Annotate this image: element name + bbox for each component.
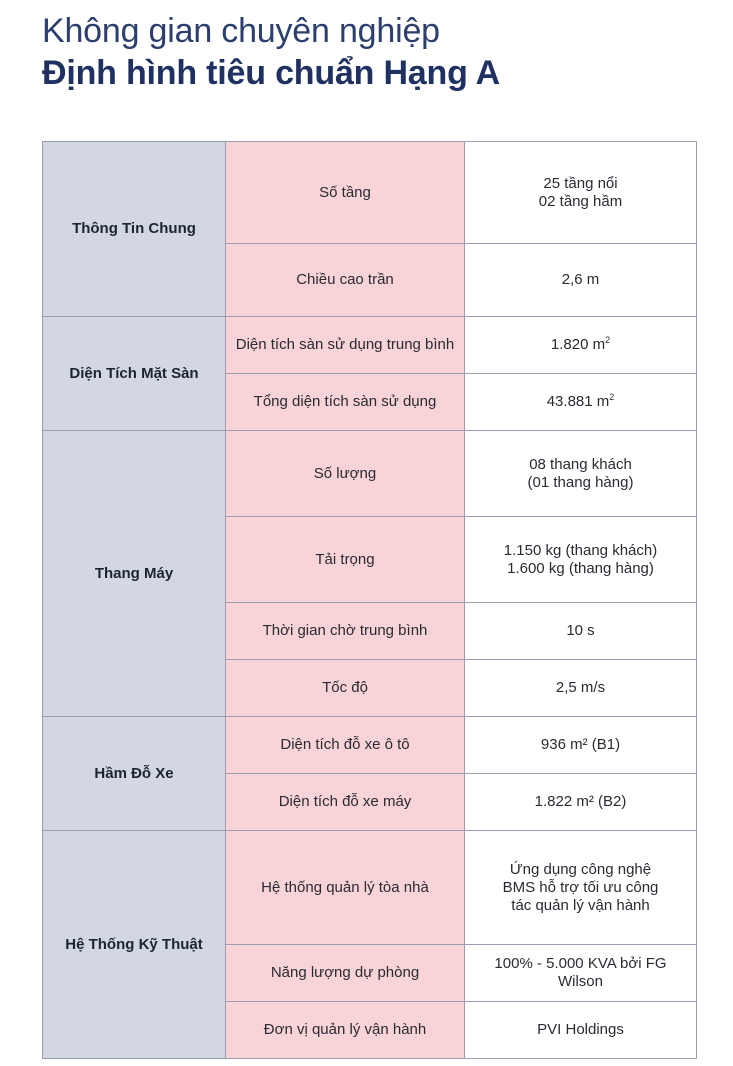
attribute-cell: Tốc độ: [226, 660, 465, 717]
value-cell: [465, 317, 697, 374]
value-text: 10 s: [566, 622, 595, 639]
value-text: 2,5 m/s: [555, 679, 606, 696]
value-line: [471, 955, 690, 991]
value-cell: [465, 374, 697, 431]
value-text: 1.822 m² (B2): [534, 793, 627, 810]
value-cell: [465, 945, 697, 1002]
heading-subtitle: Không gian chuyên nghiệp: [42, 12, 440, 50]
value-line: [471, 793, 690, 811]
value-text: BMS hỗ trợ tối ưu công: [502, 878, 659, 896]
value-cell: [465, 142, 697, 244]
table-row: [43, 317, 697, 374]
category-cell-he-thong-ky-thuat: Hệ Thống Kỹ Thuật: [43, 831, 226, 1059]
value-line: [471, 879, 690, 897]
value-text: 1.820 m: [550, 336, 606, 353]
value-line: [471, 393, 690, 411]
value-line: [471, 897, 690, 915]
category-cell-dien-tich-mat-san: Diện Tích Mặt Sàn: [43, 317, 226, 431]
table-row: [43, 431, 697, 517]
value-cell: [465, 1002, 697, 1059]
table-row: [43, 142, 697, 244]
value-cell: [465, 517, 697, 603]
page-heading: [42, 10, 702, 94]
value-line: [471, 271, 690, 289]
specification-table: [42, 141, 697, 1059]
value-line: [471, 336, 690, 354]
value-text: 1.150 kg (thang khách): [503, 541, 658, 559]
attribute-cell: Chiều cao trần: [226, 244, 465, 317]
value-line: [471, 175, 690, 193]
heading-title: Định hình tiêu chuẩn Hạng A: [42, 54, 500, 92]
value-line: [471, 679, 690, 697]
value-text: 936 m² (B1): [540, 736, 621, 753]
attribute-cell: Diện tích đỗ xe ô tô: [226, 717, 465, 774]
value-line: [471, 736, 690, 754]
superscript-unit: 2: [609, 392, 615, 402]
value-text: PVI Holdings: [537, 1021, 624, 1038]
attribute-cell: Tổng diện tích sàn sử dụng: [226, 374, 465, 431]
value-text: 43.881 m: [546, 393, 610, 410]
value-text: 02 tầng hầm: [538, 192, 623, 210]
value-line: [471, 456, 690, 474]
value-line: [471, 193, 690, 211]
value-text: tác quản lý vận hành: [511, 896, 650, 914]
value-line: [471, 861, 690, 879]
attribute-cell: Hệ thống quản lý tòa nhà: [226, 831, 465, 945]
category-cell-thong-tin-chung: Thông Tin Chung: [43, 142, 226, 317]
attribute-cell: Thời gian chờ trung bình: [226, 603, 465, 660]
value-cell: [465, 603, 697, 660]
value-text: Ứng dụng công nghệ: [509, 860, 652, 878]
attribute-cell: Số lượng: [226, 431, 465, 517]
value-text: 100% - 5.000 KVA bởi FG Wilson: [494, 955, 667, 990]
value-line: [471, 474, 690, 492]
attribute-cell: Diện tích đỗ xe máy: [226, 774, 465, 831]
value-cell: [465, 717, 697, 774]
value-text: 25 tầng nổi: [543, 174, 618, 192]
table-row: [43, 717, 697, 774]
value-cell: [465, 831, 697, 945]
superscript-unit: 2: [605, 335, 611, 345]
attribute-cell: Năng lượng dự phòng: [226, 945, 465, 1002]
value-text: 1.600 kg (thang hàng): [507, 559, 654, 577]
value-line: [471, 542, 690, 560]
value-text: (01 thang hàng): [527, 473, 634, 491]
attribute-cell: Tải trọng: [226, 517, 465, 603]
attribute-cell: Diện tích sàn sử dụng trung bình: [226, 317, 465, 374]
value-cell: [465, 244, 697, 317]
value-line: [471, 1021, 690, 1039]
category-cell-ham-do-xe: Hầm Đỗ Xe: [43, 717, 226, 831]
attribute-cell: Số tầng: [226, 142, 465, 244]
value-cell: [465, 431, 697, 517]
value-text: 08 thang khách: [529, 455, 632, 473]
value-line: [471, 622, 690, 640]
value-line: [471, 560, 690, 578]
value-cell: [465, 774, 697, 831]
value-text: 2,6 m: [561, 271, 600, 288]
attribute-cell: Đơn vị quản lý vận hành: [226, 1002, 465, 1059]
category-cell-thang-may: Thang Máy: [43, 431, 226, 717]
table-row: [43, 831, 697, 945]
value-cell: [465, 660, 697, 717]
